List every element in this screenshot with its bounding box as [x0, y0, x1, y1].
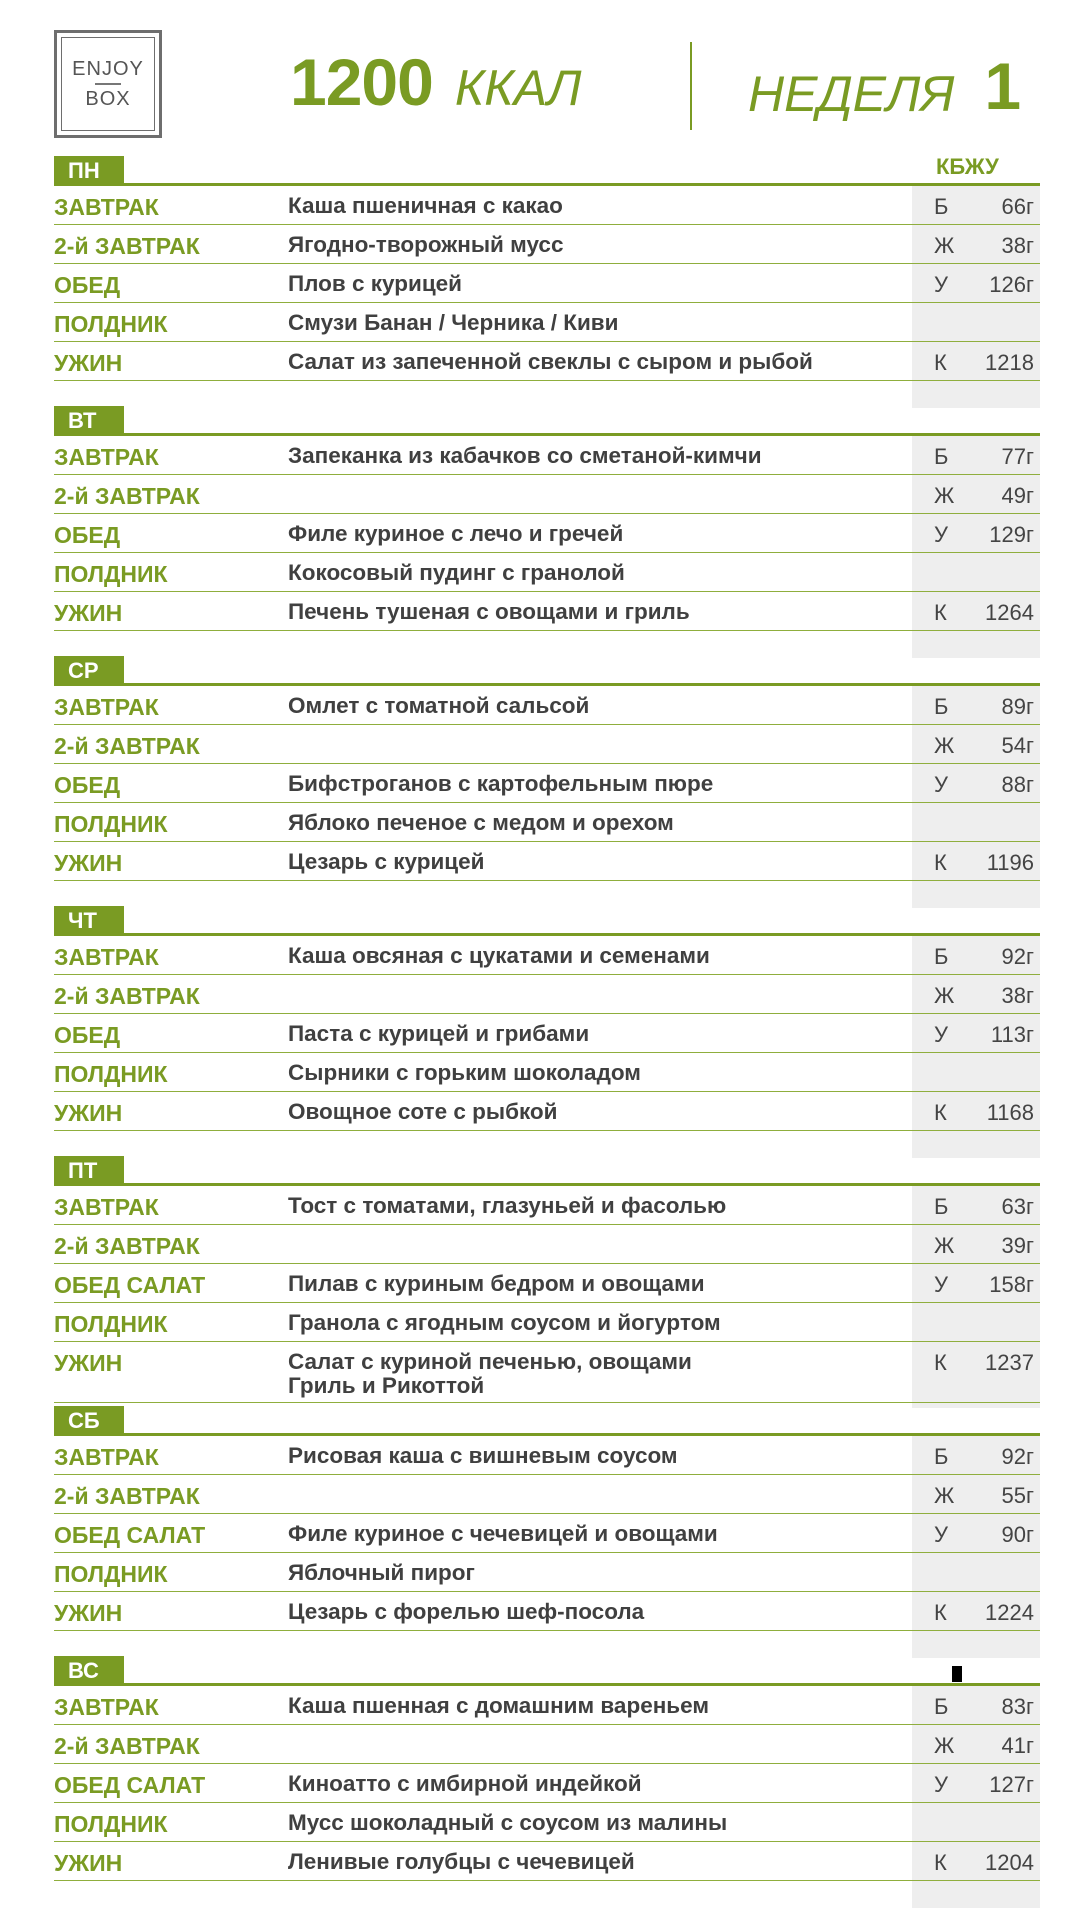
nutrient-key: У — [934, 1772, 948, 1797]
row-divider — [54, 974, 1040, 975]
nutrient-value: 90г — [1001, 1522, 1034, 1547]
row-divider — [54, 1591, 1040, 1592]
meal-row — [54, 265, 1040, 303]
row-divider — [54, 513, 1040, 514]
meal-label: ЗАВТРАК — [54, 1194, 159, 1220]
day-tab: ВТ — [54, 406, 124, 435]
row-divider — [54, 1630, 1040, 1631]
meal-label: ОБЕД — [54, 772, 121, 798]
nutrient-value: 92г — [1001, 944, 1034, 969]
day-block — [54, 906, 1040, 1158]
dish-name: Овощное соте с рыбкой — [288, 1099, 558, 1124]
dish-name: Киноатто с имбирной индейкой — [288, 1771, 642, 1796]
nutrient-value: 1204 — [985, 1850, 1034, 1875]
nutrient-key: К — [934, 850, 947, 875]
nutrient-value: 38г — [1001, 983, 1034, 1008]
dish-name: Каша пшеничная с какао — [288, 193, 563, 218]
nutrient-value: 1218 — [985, 350, 1034, 375]
row-divider — [54, 880, 1040, 881]
meal-row — [54, 726, 1040, 764]
meal-label: УЖИН — [54, 1850, 123, 1876]
day-tab: ВС — [54, 1656, 124, 1685]
nutrient-value: 1196 — [986, 850, 1034, 875]
calorie-title — [290, 44, 581, 120]
day-block — [54, 1406, 1040, 1658]
nutrient-key: Б — [934, 194, 949, 219]
meal-label: ОБЕД САЛАТ — [54, 1272, 206, 1298]
dish-name: Ленивые голубцы с чечевицей — [288, 1849, 635, 1874]
dish-name: Цезарь с форелью шеф-посола — [288, 1599, 645, 1624]
meal-label: ОБЕД — [54, 1022, 121, 1048]
row-divider — [54, 1013, 1040, 1014]
black-marker — [952, 1666, 962, 1682]
kbju-header: КБЖУ — [936, 154, 999, 179]
row-divider — [54, 341, 1040, 342]
meal-row — [54, 593, 1040, 631]
dish-name: Гранола с ягодным соусом и йогуртом — [288, 1310, 721, 1335]
logo — [54, 30, 162, 138]
nutrient-key: К — [934, 1350, 947, 1375]
meal-row — [54, 1304, 1040, 1342]
day-rule — [54, 1433, 1040, 1436]
day-rule — [54, 933, 1040, 936]
meal-row — [54, 1804, 1040, 1842]
row-divider — [54, 802, 1040, 803]
meal-label: УЖИН — [54, 350, 123, 376]
week-title — [748, 50, 1021, 126]
nutrient-key: Б — [934, 694, 949, 719]
nutrient-value: 1224 — [985, 1600, 1034, 1625]
day-rule — [54, 683, 1040, 686]
nutrient-key: Б — [934, 444, 949, 469]
nutrient-key: У — [934, 1022, 948, 1047]
nutrient-key: У — [934, 772, 948, 797]
dish-name: Плов с курицей — [288, 271, 462, 296]
meal-row — [54, 804, 1040, 842]
nutrient-value: 1237 — [985, 1350, 1034, 1375]
nutrient-value: 1168 — [986, 1100, 1034, 1125]
header-divider — [690, 42, 692, 130]
dish-name: Филе куриное с чечевицей и овощами — [288, 1521, 718, 1546]
nutrient-key: У — [934, 522, 948, 547]
meal-row — [54, 1687, 1040, 1725]
row-divider — [54, 1263, 1040, 1264]
meal-row — [54, 1054, 1040, 1092]
dish-name: Цезарь с курицей — [288, 849, 485, 874]
nutrient-key: К — [934, 1850, 947, 1875]
meal-label: ЗАВТРАК — [54, 1444, 159, 1470]
dish-name: Печень тушеная с овощами и гриль — [288, 599, 690, 624]
day-tab: ПН — [54, 156, 124, 185]
meal-row — [54, 1343, 1040, 1403]
meal-row — [54, 1265, 1040, 1303]
week-label: НЕДЕЛЯ — [748, 66, 955, 122]
nutrient-value: 77г — [1001, 444, 1034, 469]
meal-label: ПОЛДНИК — [54, 561, 168, 587]
day-rule — [54, 433, 1040, 436]
logo-divider — [95, 83, 121, 85]
row-divider — [54, 1474, 1040, 1475]
meal-row — [54, 765, 1040, 803]
nutrient-key: У — [934, 272, 948, 297]
nutrient-value: 54г — [1001, 733, 1034, 758]
day-block — [54, 1156, 1040, 1408]
meal-label: 2-й ЗАВТРАК — [54, 983, 200, 1009]
logo-text-top: ENJOY — [72, 58, 144, 80]
meal-row — [54, 1093, 1040, 1131]
day-rule — [54, 1683, 1040, 1686]
row-divider — [54, 1224, 1040, 1225]
meal-label: УЖИН — [54, 1600, 123, 1626]
meal-label: ЗАВТРАК — [54, 694, 159, 720]
row-divider — [54, 1841, 1040, 1842]
nutrient-key: К — [934, 600, 947, 625]
dish-name: Смузи Банан / Черника / Киви — [288, 310, 619, 335]
row-divider — [54, 263, 1040, 264]
meal-label: ОБЕД — [54, 272, 121, 298]
nutrient-value: 55г — [1001, 1483, 1034, 1508]
nutrient-value: 83г — [1001, 1694, 1034, 1719]
nutrient-key: К — [934, 350, 947, 375]
meal-row — [54, 304, 1040, 342]
meal-label: ОБЕД — [54, 522, 121, 548]
meal-label: 2-й ЗАВТРАК — [54, 233, 200, 259]
row-divider — [54, 763, 1040, 764]
nutrient-key: У — [934, 1522, 948, 1547]
row-divider — [54, 302, 1040, 303]
dish-name: Сырники с горьким шоколадом — [288, 1060, 641, 1085]
meal-row — [54, 187, 1040, 225]
dish-name: Тост с томатами, глазуньей и фасолью — [288, 1193, 727, 1218]
day-tab: СБ — [54, 1406, 124, 1435]
dish-name: Мусс шоколадный с соусом из малины — [288, 1810, 728, 1835]
dish-name: Омлет с томатной сальсой — [288, 693, 590, 718]
row-divider — [54, 1302, 1040, 1303]
nutrient-value: 113г — [990, 1022, 1034, 1047]
nutrient-key: Ж — [934, 483, 955, 508]
nutrient-value: 126г — [989, 272, 1034, 297]
nutrient-key: Б — [934, 944, 949, 969]
meal-label: ПОЛДНИК — [54, 811, 168, 837]
meal-label: ПОЛДНИК — [54, 1811, 168, 1837]
meal-row — [54, 937, 1040, 975]
row-divider — [54, 1724, 1040, 1725]
nutrient-key: Ж — [934, 1233, 955, 1258]
dish-name: Яблоко печеное с медом и орехом — [288, 810, 674, 835]
meal-row — [54, 554, 1040, 592]
meal-row — [54, 1843, 1040, 1881]
dish-name: Каша пшенная с домашним вареньем — [288, 1693, 709, 1718]
meal-row — [54, 1437, 1040, 1475]
meal-row — [54, 515, 1040, 553]
dish-name: Рисовая каша с вишневым соусом — [288, 1443, 678, 1468]
nutrient-value: 92г — [1001, 1444, 1034, 1469]
dish-name: Салат из запеченной свеклы с сыром и рыбой — [288, 349, 813, 374]
meal-row — [54, 1187, 1040, 1225]
row-divider — [54, 630, 1040, 631]
row-divider — [54, 1341, 1040, 1342]
nutrient-key: Ж — [934, 733, 955, 758]
meal-label: УЖИН — [54, 1100, 123, 1126]
meal-label: ЗАВТРАК — [54, 1694, 159, 1720]
meal-row — [54, 1593, 1040, 1631]
nutrient-key: Ж — [934, 1483, 955, 1508]
meal-row — [54, 687, 1040, 725]
dish-name: Паста с курицей и грибами — [288, 1021, 590, 1046]
nutrient-key: К — [934, 1100, 947, 1125]
nutrient-value: 39г — [1001, 1233, 1034, 1258]
kcal-number: 1200 — [290, 45, 433, 119]
day-tab: ЧТ — [54, 906, 124, 935]
nutrient-key: Б — [934, 1194, 949, 1219]
meal-row — [54, 1765, 1040, 1803]
meal-row — [54, 1226, 1040, 1264]
day-tab: СР — [54, 656, 124, 685]
dish-name: Пилав с куриным бедром и овощами — [288, 1271, 705, 1296]
row-divider — [54, 1130, 1040, 1131]
day-block — [54, 156, 1040, 408]
week-number: 1 — [984, 49, 1022, 123]
row-divider — [54, 1880, 1040, 1881]
nutrient-value: 49г — [1001, 483, 1034, 508]
meal-label: ПОЛДНИК — [54, 311, 168, 337]
dish-name: Бифстроганов с картофельным пюре — [288, 771, 714, 796]
meal-label: ПОЛДНИК — [54, 1311, 168, 1337]
meal-label: 2-й ЗАВТРАК — [54, 1233, 200, 1259]
nutrient-value: 88г — [1001, 772, 1034, 797]
nutrient-value: 127г — [989, 1772, 1034, 1797]
nutrient-value: 63г — [1001, 1194, 1034, 1219]
meal-label: 2-й ЗАВТРАК — [54, 483, 200, 509]
dish-name: Филе куриное с лечо и гречей — [288, 521, 624, 546]
meal-label: ОБЕД САЛАТ — [54, 1772, 206, 1798]
nutrient-value: 89г — [1001, 694, 1034, 719]
dish-name: Ягодно-творожный мусс — [288, 232, 564, 257]
row-divider — [54, 1402, 1040, 1403]
nutrient-value: 158г — [989, 1272, 1034, 1297]
meal-label: ЗАВТРАК — [54, 194, 159, 220]
meal-row — [54, 976, 1040, 1014]
meal-row — [54, 1015, 1040, 1053]
meal-label: 2-й ЗАВТРАК — [54, 733, 200, 759]
row-divider — [54, 1552, 1040, 1553]
dish-name: Кокосовый пудинг с гранолой — [288, 560, 625, 585]
nutrient-key: Ж — [934, 1733, 955, 1758]
meal-label: ЗАВТРАК — [54, 444, 159, 470]
meal-row — [54, 1476, 1040, 1514]
meal-label: ПОЛДНИК — [54, 1061, 168, 1087]
kcal-unit: ККАЛ — [454, 60, 582, 116]
nutrient-key: Ж — [934, 233, 955, 258]
dish-name: Каша овсяная с цукатами и семенами — [288, 943, 710, 968]
nutrient-value: 41г — [1001, 1733, 1034, 1758]
logo-text-bottom: BOX — [85, 88, 131, 110]
meal-label: УЖИН — [54, 600, 123, 626]
meal-row — [54, 226, 1040, 264]
meal-label: УЖИН — [54, 1350, 123, 1376]
row-divider — [54, 1091, 1040, 1092]
row-divider — [54, 724, 1040, 725]
meal-label: 2-й ЗАВТРАК — [54, 1483, 200, 1509]
row-divider — [54, 224, 1040, 225]
meal-row — [54, 843, 1040, 881]
nutrient-key: К — [934, 1600, 947, 1625]
nutrient-value: 38г — [1001, 233, 1034, 258]
meal-label: ОБЕД САЛАТ — [54, 1522, 206, 1548]
nutrient-value: 66г — [1001, 194, 1034, 219]
day-block — [54, 406, 1040, 658]
nutrient-key: Б — [934, 1694, 949, 1719]
meal-row — [54, 1515, 1040, 1553]
row-divider — [54, 380, 1040, 381]
nutrient-key: Ж — [934, 983, 955, 1008]
row-divider — [54, 1052, 1040, 1053]
row-divider — [54, 1763, 1040, 1764]
row-divider — [54, 474, 1040, 475]
day-block — [54, 656, 1040, 908]
meal-label: УЖИН — [54, 850, 123, 876]
nutrient-value: 129г — [989, 522, 1034, 547]
nutrient-value: 1264 — [985, 600, 1034, 625]
day-rule — [54, 183, 1040, 186]
meal-label: 2-й ЗАВТРАК — [54, 1733, 200, 1759]
nutrient-key: У — [934, 1272, 948, 1297]
meal-row — [54, 437, 1040, 475]
dish-name: Запеканка из кабачков со сметаной-кимчи — [288, 443, 762, 468]
meal-row — [54, 343, 1040, 381]
day-tab: ПТ — [54, 1156, 124, 1185]
meal-label: ЗАВТРАК — [54, 944, 159, 970]
row-divider — [54, 552, 1040, 553]
meal-row — [54, 1726, 1040, 1764]
dish-name: Салат с куриной печенью, овощами Гриль и Рикоттой — [288, 1349, 692, 1398]
row-divider — [54, 591, 1040, 592]
meal-row — [54, 1554, 1040, 1592]
meal-row — [54, 476, 1040, 514]
row-divider — [54, 841, 1040, 842]
row-divider — [54, 1802, 1040, 1803]
meal-label: ПОЛДНИК — [54, 1561, 168, 1587]
day-block — [54, 1656, 1040, 1908]
row-divider — [54, 1513, 1040, 1514]
dish-name: Яблочный пирог — [288, 1560, 475, 1585]
nutrient-key: Б — [934, 1444, 949, 1469]
day-rule — [54, 1183, 1040, 1186]
